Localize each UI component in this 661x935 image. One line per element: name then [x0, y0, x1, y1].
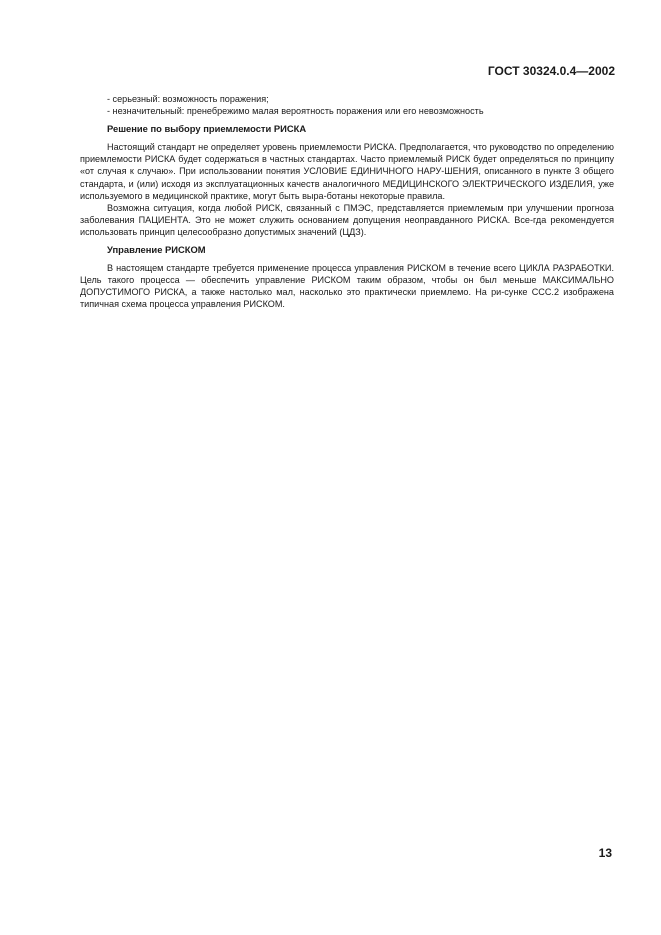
paragraph-risk-management-1: В настоящем стандарте требуется применение процесса управления РИСКОМ в течение всего ЦИКЛА РАЗРАБОТКИ. Цель такого процесса — обеспечить управление РИСКОМ таким образом, чтобы он был меньше МАКСИМАЛЬНО ДОПУСТИМОГО РИСКА, а также настолько мал, насколько это практически приемлемо. На ри-сунке ССС.2 изображена типичная схема процесса управления РИСКОМ. [80, 263, 614, 310]
list-item-serious: - серьезный: возможность поражения; [107, 94, 269, 104]
paragraph-risk-acceptability-2: Возможна ситуация, когда любой РИСК, связанный с ПМЭС, представляется приемлемым при улучшении прогноза заболевания ПАЦИЕНТА. Это не может служить основанием допущения неоправданного РИСКА. Все-гда рекомендуется использовать принцип целесообразно допустимых значений (ЦДЗ). [80, 202, 614, 237]
paragraph-risk-acceptability-1: Настоящий стандарт не определяет уровень приемлемости РИСКА. Предполагается, что руководство по определению приемлемости РИСКА будет содержаться в частных стандартах. Часто приемлемый РИСК будет определяться по принципу «от случая к случаю». При использовании понятия УСЛОВИЕ ЕДИНИЧНОГО НАРУ-ШЕНИЯ, описанного в пункте 3 общего стандарта, и (или) исходя из эксплуатационных качеств аналогичного МЕДИЦИНСКОГО ЭЛЕКТРИЧЕСКОГО ИЗДЕЛИЯ, уже используемого в медицинской практике, могут быть выра-ботаны некоторые правила. [80, 142, 614, 201]
page-number: 13 [598, 846, 612, 860]
list-item-insignificant: - незначительный: пренебрежимо малая вероятность поражения или его невозможность [107, 106, 484, 117]
document-body [80, 93, 614, 311]
section-heading-risk-acceptability: Решение по выбору приемлемости РИСКА [107, 123, 307, 135]
section-heading-risk-management: Управление РИСКОМ [107, 244, 206, 256]
document-code-header: ГОСТ 30324.0.4—2002 [487, 64, 615, 78]
